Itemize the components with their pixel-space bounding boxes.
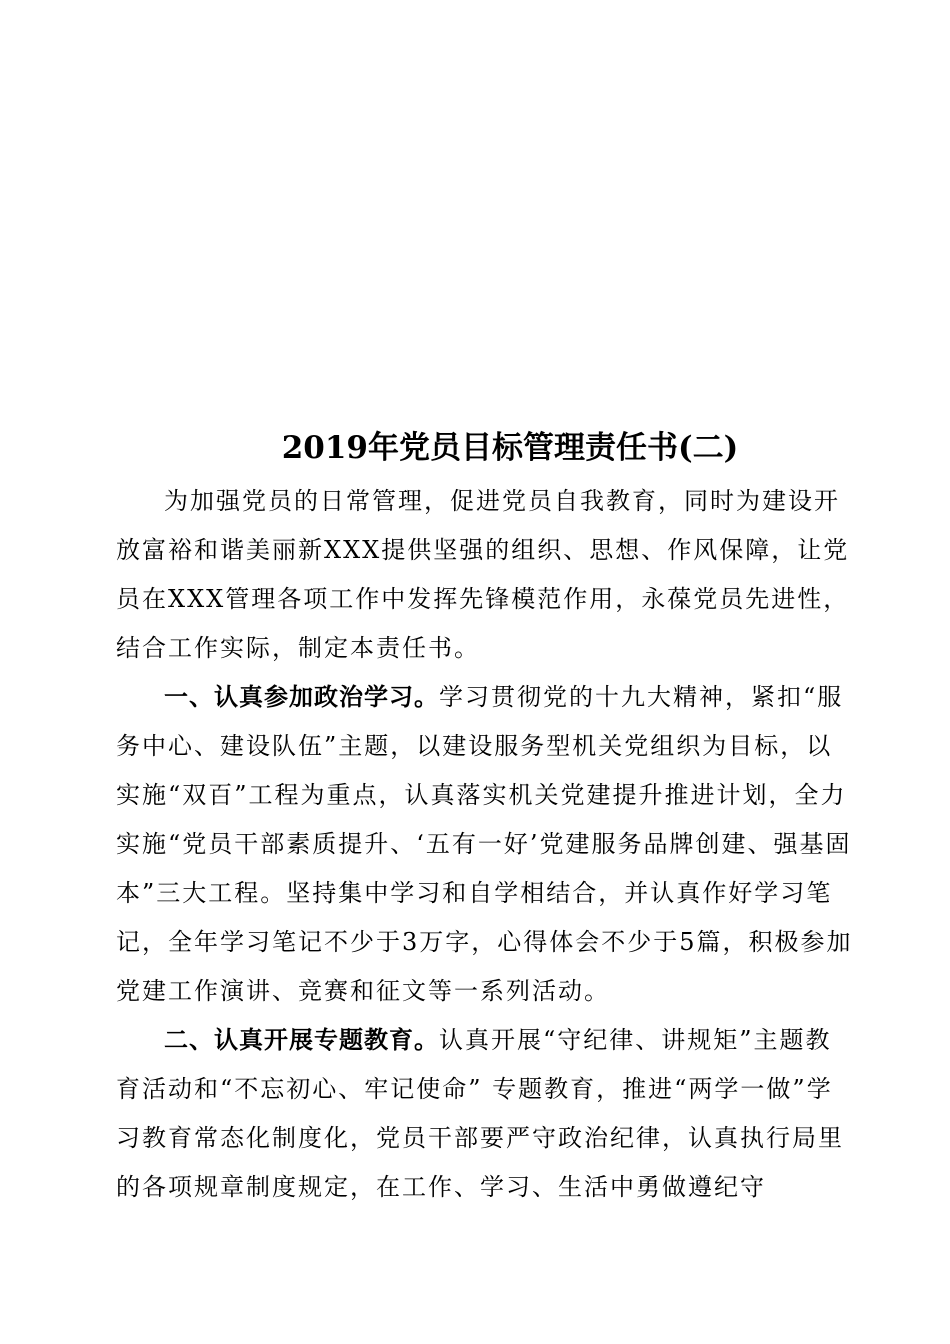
document-body bbox=[116, 477, 856, 1212]
section-heading: 一、认真参加政治学习。 bbox=[164, 683, 439, 711]
paragraph-text: 为加强党员的日常管理，促进党员自我教育，同时为建设开放富裕和谐美丽新XXX提供坚强的组织、思想、作风保障，让党员在XXX管理各项工作中发挥先锋模范作用，永葆党员先进性，结合工作实际，制定本责任书。 bbox=[116, 487, 850, 662]
paragraph-political-study bbox=[116, 673, 856, 1016]
document-title: 2019年党员目标管理责任书(二) bbox=[281, 430, 739, 466]
paragraph-intro bbox=[116, 477, 856, 673]
paragraph-text: 认真开展“守纪律、讲规矩”主题教育活动和“不忘初心、牢记使命” 专题教育，推进“两学一做”学习教育常态化制度化，党员干部要严守政治纪律，认真执行局里的各项规章制度规定，在工作、学习、生活中勇做遵纪守 bbox=[116, 1026, 844, 1201]
paragraph-text: 学习贯彻党的十九大精神，紧扣“服务中心、建设队伍”主题，以建设服务型机关党组织为目标，以实施“双百”工程为重点，认真落实机关党建提升推进计划，全力实施“党员干部素质提升、‘五有一好’党建服务品牌创建、强基固本”三大工程。坚持集中学习和自学相结合，并认真作好学习笔记，全年学习笔记不少于3万字，心得体会不少于5篇，积极参加党建工作演讲、竞赛和征文等一系列活动。 bbox=[116, 683, 853, 1005]
section-heading: 二、认真开展专题教育。 bbox=[164, 1026, 439, 1054]
paragraph-thematic-education bbox=[116, 1016, 856, 1212]
